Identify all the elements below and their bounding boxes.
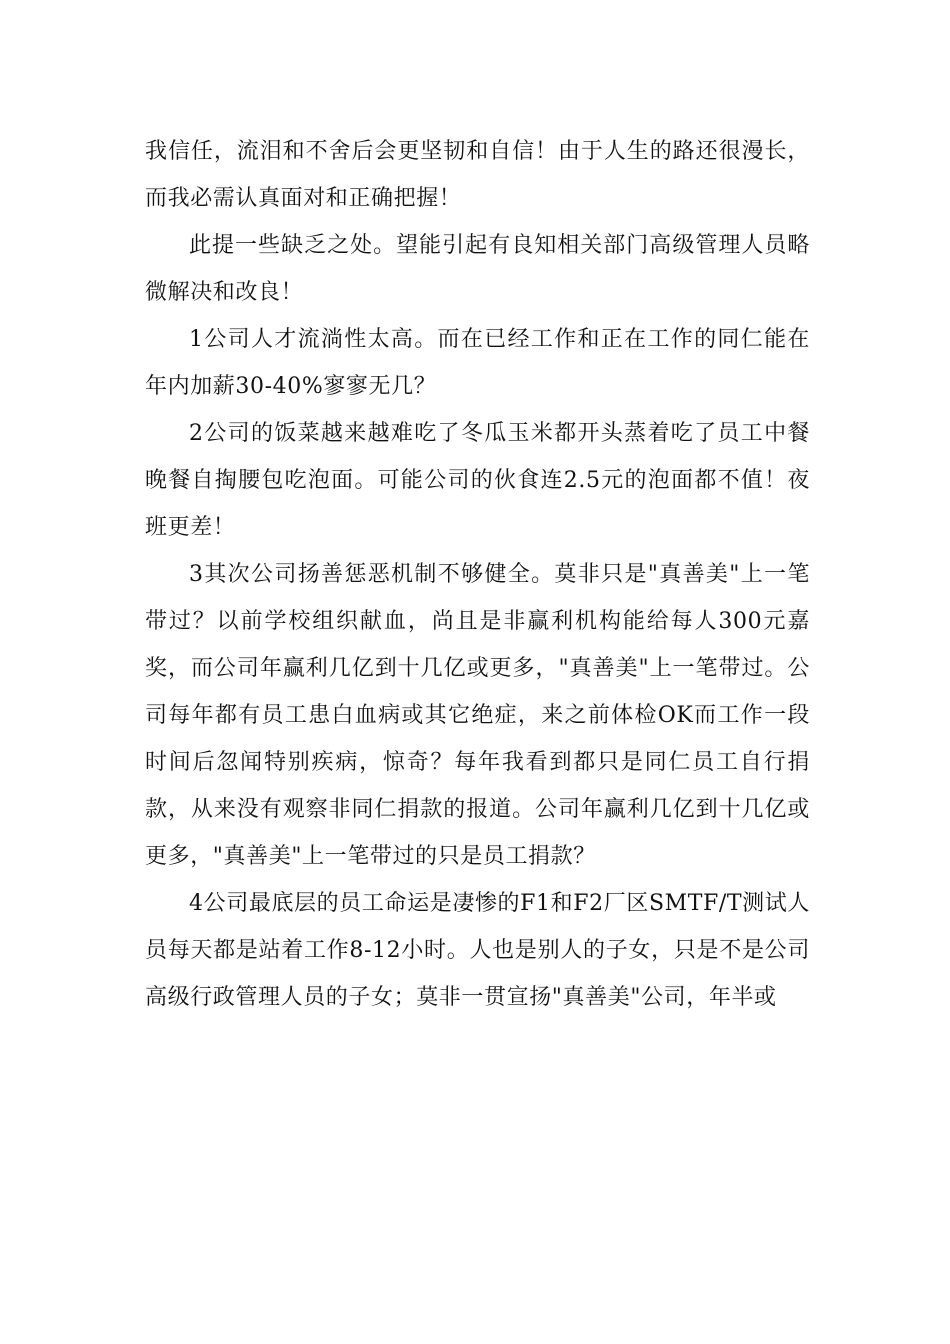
paragraph-5: 3其次公司扬善惩恶机制不够健全。莫非只是"真善美"上一笔带过？以前学校组织献血，尚且是非赢利机构能给每人300元嘉奖，而公司年赢利几亿到十几亿或更多，"真善美"上一笔带过。公司每年都有员工患白血病或其它绝症，来之前体检OK而工作一段时间后忽闻特别疾病，惊奇？每年我看到都只是同仁员工自行捐款，从来没有观察非同仁捐款的报道。公司年赢利几亿到十几亿或更多，"真善美"上一笔带过的只是员工捐款？ [145,562,810,869]
paragraph-6: 4公司最底层的员工命运是凄惨的F1和F2厂区SMTF/T测试人员每天都是站着工作8-12小时。人也是别人的子女，只是不是公司高级行政管理人员的子女；莫非一贯宣扬"真善美"公司，年半或 [145,891,810,1010]
paragraph-3: 1公司人才流淌性太高。而在已经工作和正在工作的同仁能在年内加薪30-40%寥寥无几？ [145,327,810,399]
paragraph-2: 此提一些缺乏之处。望能引起有良知相关部门高级管理人员略微解决和改良！ [145,233,810,305]
paragraph-1: 我信任，流泪和不舍后会更坚韧和自信！由于人生的路还很漫长，而我必需认真面对和正确把握！ [145,139,810,211]
document-body [145,128,810,1021]
paragraph-4: 2公司的饭菜越来越难吃了冬瓜玉米都开头蒸着吃了员工中餐晚餐自掏腰包吃泡面。可能公司的伙食连2.5元的泡面都不值！夜班更差！ [145,421,810,540]
